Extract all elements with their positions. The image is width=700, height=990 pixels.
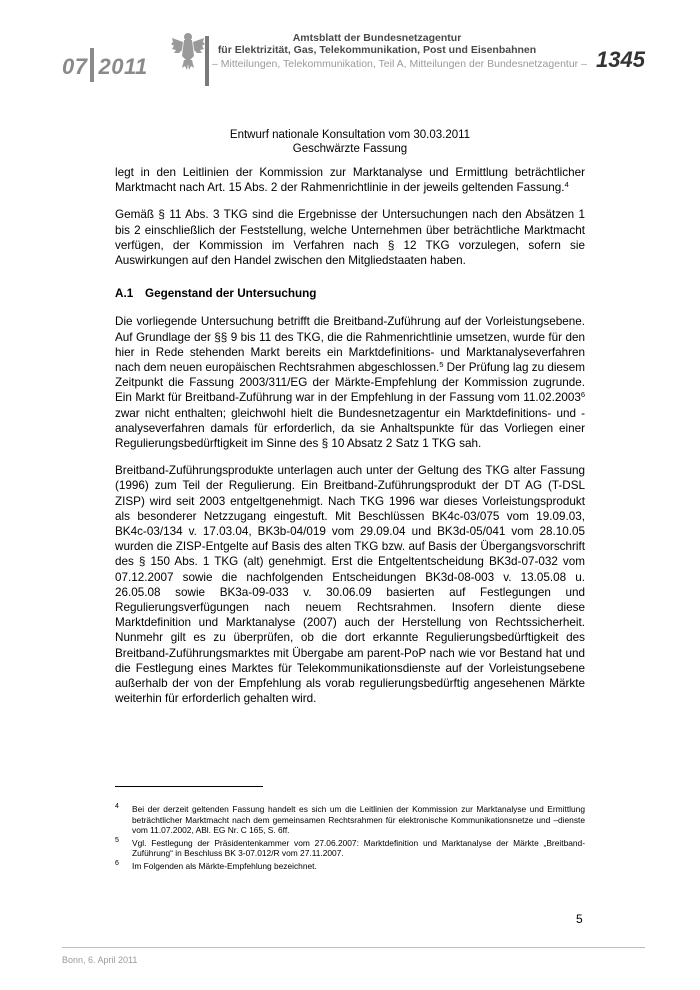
paragraph-3 bbox=[115, 314, 585, 451]
gazette-title bbox=[212, 32, 542, 56]
footnote-number: 4 bbox=[115, 803, 119, 810]
footnote-text: Vgl. Festlegung der Präsidentenkammer vom 27.06.2007: Marktdefinition und Marktanalyse der Märkte „Breitband-Zuführung“ in Beschluss BK 3-07.012/R vom 27.11.2007. bbox=[132, 837, 585, 859]
footnote-5 bbox=[115, 838, 585, 859]
footer-divider bbox=[62, 947, 645, 948]
gazette-page-number: 1345 bbox=[596, 47, 645, 72]
paragraph-4: Breitband-Zuführungsprodukte unterlagen auch unter der Geltung des TKG alter Fassung (1996) zum Teil der Regulierung. Ein Breitband-Zuführungsprodukt der DT AG (T-DSL ZISP) wird seit 2003 entgeltgenehmigt. Nach TKG 1996 war dieses Vorleistungsprodukt als besonderer Netzzugang eingestuft. Mit Beschlüssen BK4c-03/075 vom 19.09.03, BK4c-03/134 v. 17.03.04, BK3b-04/019 vom 29.09.04 und BK3d-05/041 vom 28.10.05 wurden die ZISP-Entgelte auf Basis des alten TKG bzw. auf Basis der Übergangsvorschrift des § 150 Abs. 1 TKG (alt) genehmigt. Erst die Entgeltentscheidung BK3d-07-032 vom 07.12.2007 sowie die nachfolgenden Entscheidungen BK3d-08-003 v. 13.05.08 u. 26.05.08 sowie BK3a-09-033 v. 30.06.09 basierten auf Festlegungen und Regulierungsverfügungen nach neuem Rechtsrahmen. Insofern diente diese Marktdefinition und Marktanalyse (2007) auch der Herstellung von Rechtssicherheit. Nunmehr gilt es zu überprüfen, ob die dort erkannte Regulierungsbedürftigkeit des Breitband-Zuführungsmarktes mit Übergabe am parent-PoP nach wie vor Bestand hat und die Festlegung eines Marktes für Telekommunikationsdienste auf der Vorleistungsebene außerhalb der von der Empfehlung als vorab regulierungsbedürftig angesehenen Märkte weiterhin für erforderlich gehalten wird. bbox=[115, 464, 585, 706]
footnote-number: 6 bbox=[115, 859, 119, 867]
footnotes bbox=[115, 804, 585, 874]
section-number: A.1 bbox=[115, 287, 134, 301]
issue-year: 2011 bbox=[98, 54, 148, 79]
issue-separator bbox=[90, 48, 94, 82]
header-divider bbox=[205, 36, 209, 86]
paragraph-1 bbox=[115, 165, 585, 195]
draft-heading-line2: Geschwärzte Fassung bbox=[292, 143, 408, 155]
paragraph-3-text-c: zwar nicht enthalten; gleichwohl hielt die Bundesnetzagentur ein Marktdefinitions- und -analyseverfahren damals für erforderlich, da sie Anhaltspunkte für das Vorliegen einer Regulierungsbedürftigkeit im Sinne des § 10 Absatz 2 Satz 1 TKG sah. bbox=[115, 406, 585, 451]
section-title: Gegenstand der Untersuchung bbox=[145, 287, 317, 301]
document-page-number: 5 bbox=[576, 912, 583, 926]
issue-number: 07 bbox=[62, 54, 88, 79]
footnote-ref-5[interactable]: 5 bbox=[439, 360, 444, 370]
footnote-separator bbox=[115, 786, 263, 787]
footnote-ref-4[interactable]: 4 bbox=[564, 180, 569, 190]
paragraph-3-text-a: Die vorliegende Untersuchung betrifft die Breitband-Zuführung auf der Vorleistungsebene. Auf Grundlage der §§ 9 bis 11 des TKG, die die Rahmenrichtlinie umsetzen, wurde für den hier in Rede stehenden Markt bereits ein Marktdefinitions- und Marktanalyseverfahren nach dem neuen europäischen Rechtsrahmen abgeschlossen. bbox=[115, 315, 585, 375]
paragraph-2: Gemäß § 11 Abs. 3 TKG sind die Ergebnisse der Untersuchungen nach den Absätzen 1 bis 2 einschließlich der Feststellung, welche Unternehmen über beträchtliche Marktmacht verfügen, der Kommission im Verfahren nach § 12 TKG vorzulegen, sofern sie Auswirkungen auf den Handel zwischen den Mitgliedstaaten haben. bbox=[115, 208, 585, 268]
gazette-title-line2: für Elektrizität, Gas, Telekommunikation, Post und Eisenbahnen bbox=[217, 44, 537, 56]
footnote-text: Bei der derzeit geltenden Fassung handelt es sich um die Leitlinien der Kommission zur Marktanalyse und Ermittlung beträchtlicher Marktmacht nach dem gemeinsamen Rechtsrahmen für elektronische Kommunikationsnetze und –dienste vom 11.07.2002, ABl. EG Nr. C 165, S. 6ff. bbox=[132, 804, 585, 836]
footnote-ref-6[interactable]: 6 bbox=[580, 390, 585, 400]
paragraph-1-text: legt in den Leitlinien der Kommission zur Marktanalyse und Ermittlung beträchtlicher Marktmacht nach Art. 15 Abs. 2 der Rahmenrichtlinie in der jeweils geltenden Fassung. bbox=[115, 166, 585, 195]
gazette-subtitle: – Mitteilungen, Telekommunikation, Teil A, Mitteilungen der Bundesnetzagentur – bbox=[212, 58, 587, 70]
gazette-title-line1: Amtsblatt der Bundesnetzagentur bbox=[292, 32, 462, 44]
federal-eagle-icon bbox=[170, 30, 206, 72]
footer-location-date: Bonn, 6. April 2011 bbox=[62, 955, 138, 965]
footnote-text: Im Folgenden als Märkte-Empfehlung bezeichnet. bbox=[132, 860, 317, 871]
footnote-4 bbox=[115, 804, 585, 836]
section-heading bbox=[115, 286, 585, 301]
footnote-6 bbox=[115, 861, 585, 872]
draft-heading-line1: Entwurf nationale Konsultation vom 30.03.2011 bbox=[229, 129, 471, 141]
issue-label bbox=[62, 48, 148, 82]
paragraph-3-text-b: Der Prüfung lag zu diesem Zeitpunkt die Fassung 2003/311/EG der Märkte-Empfehlung der Kommission zugrunde. Ein Markt für Breitband-Zuführung war in der Empfehlung in der Fassung vom 11.02.2003 bbox=[115, 361, 586, 405]
footnote-number: 5 bbox=[115, 836, 119, 844]
document-body bbox=[115, 165, 585, 719]
draft-heading bbox=[0, 128, 700, 156]
